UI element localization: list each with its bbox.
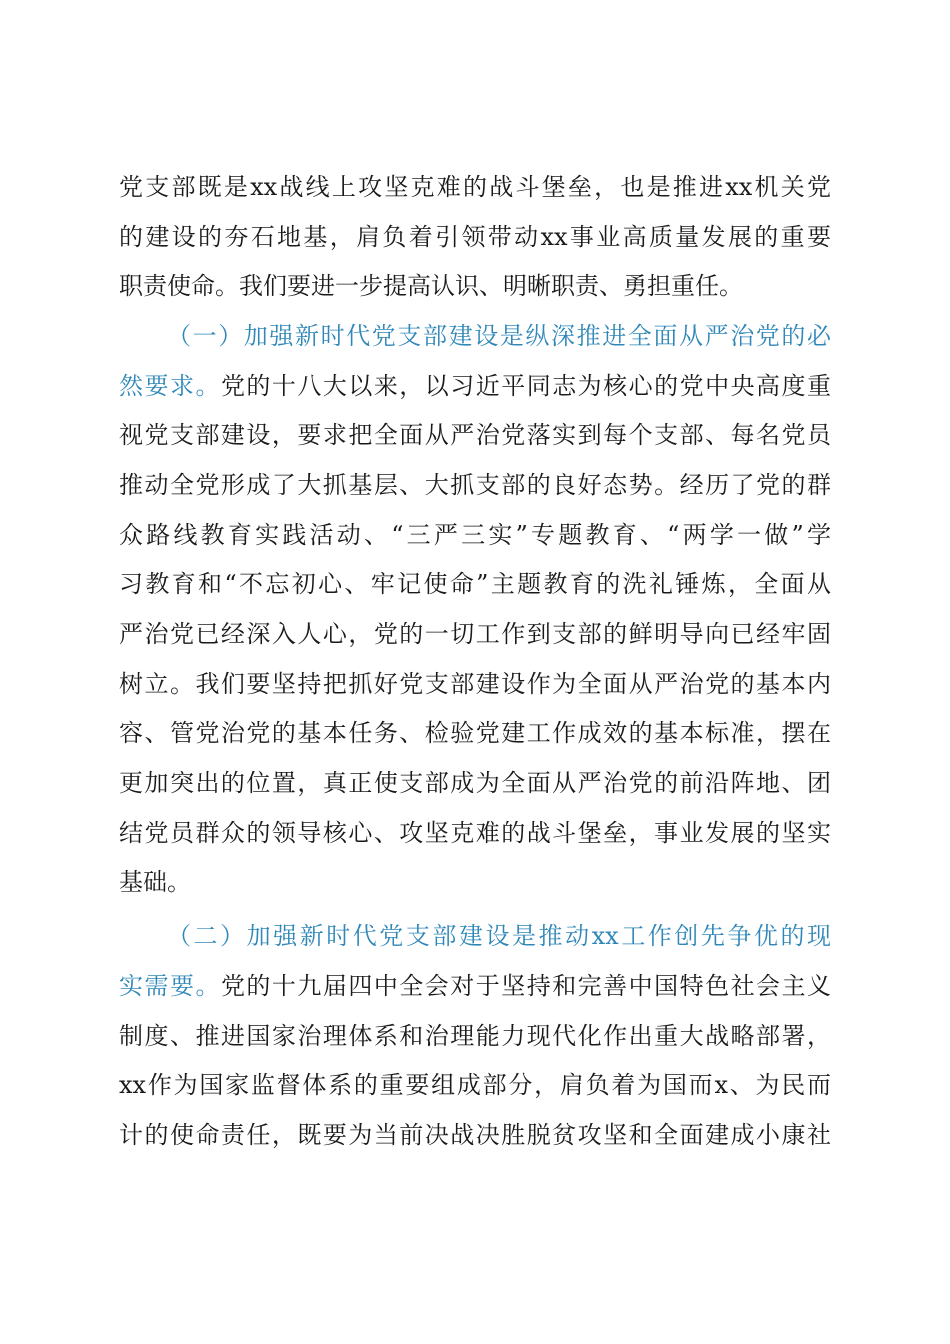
section1-heading: （一）加强新时代党支部建设是纵深推进全面从严治党的必 <box>167 322 831 350</box>
section2-heading: （二）加强新时代党支部建设是推动xx工作创先争优的现 <box>167 922 831 950</box>
section2-line: 计的使命责任，既要为当前决战决胜脱贫攻坚和全面建成小康社 <box>119 1121 831 1149</box>
intro-line: 的建设的夯石地基，肩负着引领带动xx事业高质量发展的重要 <box>119 223 831 251</box>
section1-line: 视党支部建设，要求把全面从严治党落实到每个支部、每名党员 <box>119 421 831 449</box>
section1-line: 众路线教育实践活动、“三严三实”专题教育、“两学一做”学 <box>119 521 831 549</box>
section1-body-start: 党的十八大以来，以习近平同志为核心的党中央高度重 <box>220 372 831 400</box>
section1-line: 习教育和“不忘初心、牢记使命”主题教育的洗礼锤炼，全面从 <box>119 570 831 598</box>
section1-heading-tail: 然要求。 <box>119 372 221 400</box>
section2-line: xx作为国家监督体系的重要组成部分，肩负着为国而x、为民而 <box>119 1071 831 1099</box>
section1-line: 容、管党治党的基本任务、检验党建工作成效的基本标准，摆在 <box>119 719 831 747</box>
section2-heading-tail: 实需要。 <box>119 972 221 1000</box>
section2-line: 制度、推进国家治理体系和治理能力现代化作出重大战略部署， <box>119 1022 831 1050</box>
section1-heading-continued <box>119 366 831 406</box>
intro-line: 职责使命。我们要进一步提高认识、明晰职责、勇担重任。 <box>119 272 743 300</box>
section1-line: 树立。我们要坚持把抓好党支部建设作为全面从严治党的基本内 <box>119 670 831 698</box>
section1-line: 结党员群众的领导核心、攻坚克难的战斗堡垒，事业发展的坚实 <box>119 819 831 847</box>
section2-heading-continued <box>119 966 831 1006</box>
section2-body-start: 党的十九届四中全会对于坚持和完善中国特色社会主义 <box>220 972 831 1000</box>
intro-line: 党支部既是xx战线上攻坚克难的战斗堡垒，也是推进xx机关党 <box>119 173 831 201</box>
section1-line: 推动全党形成了大抓基层、大抓支部的良好态势。经历了党的群 <box>119 471 831 499</box>
section1-line: 严治党已经深入人心，党的一切工作到支部的鲜明导向已经牢固 <box>119 620 831 648</box>
section1-line: 更加突出的位置，真正使支部成为全面从严治党的前沿阵地、团 <box>119 769 831 797</box>
section1-line: 基础。 <box>119 868 191 896</box>
